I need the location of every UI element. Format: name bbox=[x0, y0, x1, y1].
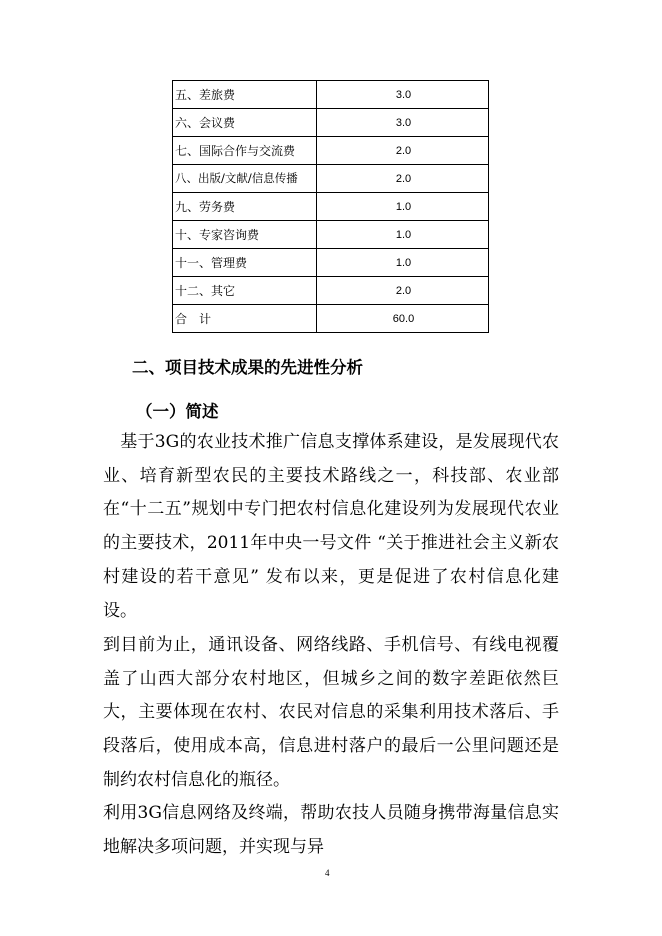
table-row bbox=[173, 165, 489, 193]
table-row bbox=[173, 193, 489, 221]
value-cell: 1.0 bbox=[317, 193, 489, 221]
subsection-heading: （一）简述 bbox=[136, 402, 219, 421]
value-cell: 2.0 bbox=[317, 137, 489, 165]
section-heading: 二、项目技术成果的先进性分析 bbox=[132, 358, 363, 377]
value-cell: 3.0 bbox=[317, 109, 489, 137]
table-row bbox=[173, 221, 489, 249]
total-value-cell: 60.0 bbox=[317, 305, 489, 333]
item-cell: 十、专家咨询费 bbox=[173, 221, 317, 249]
item-cell: 九、劳务费 bbox=[173, 193, 317, 221]
value-cell: 2.0 bbox=[317, 165, 489, 193]
value-cell: 2.0 bbox=[317, 277, 489, 305]
paragraph-3g: 利用3G信息网络及终端，帮助农技人员随身携带海量信息实地解决多项问题，并实现与异 bbox=[103, 803, 559, 857]
item-cell: 十一、管理费 bbox=[173, 249, 317, 277]
value-cell: 1.0 bbox=[317, 249, 489, 277]
item-cell: 八、出版/文献/信息传播 bbox=[173, 165, 317, 193]
table-row bbox=[173, 249, 489, 277]
table-row bbox=[173, 81, 489, 109]
paragraph-status: 到目前为止，通讯设备、网络线路、手机信号、有线电视覆盖了山西大部分农村地区，但城乡之间的数字差距依然巨大，主要体现在农村、农民对信息的采集利用技术落后、手段落后，使用成本高，信息进村落户的最后一公里问题还是制约农村信息化的瓶径。 bbox=[103, 635, 559, 790]
total-label-cell: 合 计 bbox=[173, 305, 317, 333]
budget-table bbox=[172, 80, 489, 333]
item-cell: 七、国际合作与交流费 bbox=[173, 137, 317, 165]
table-row-total bbox=[173, 305, 489, 333]
table-row bbox=[173, 109, 489, 137]
item-cell: 十二、其它 bbox=[173, 277, 317, 305]
item-cell: 六、会议费 bbox=[173, 109, 317, 137]
paragraph-intro: 基于3G的农业技术推广信息支撑体系建设，是发展现代农业、培育新型农民的主要技术路线之一，科技部、农业部在“十二五”规划中专门把农村信息化建设列为发展现代农业的主要技术，2011年中央一号文件 “关于推进社会主义新农村建设的若干意见” 发布以来，更是促进了农村信息化建设。 bbox=[103, 432, 559, 621]
value-cell: 3.0 bbox=[317, 81, 489, 109]
value-cell: 1.0 bbox=[317, 221, 489, 249]
page-number: 4 bbox=[325, 868, 330, 878]
item-cell: 五、差旅费 bbox=[173, 81, 317, 109]
table-row bbox=[173, 277, 489, 305]
table-row bbox=[173, 137, 489, 165]
